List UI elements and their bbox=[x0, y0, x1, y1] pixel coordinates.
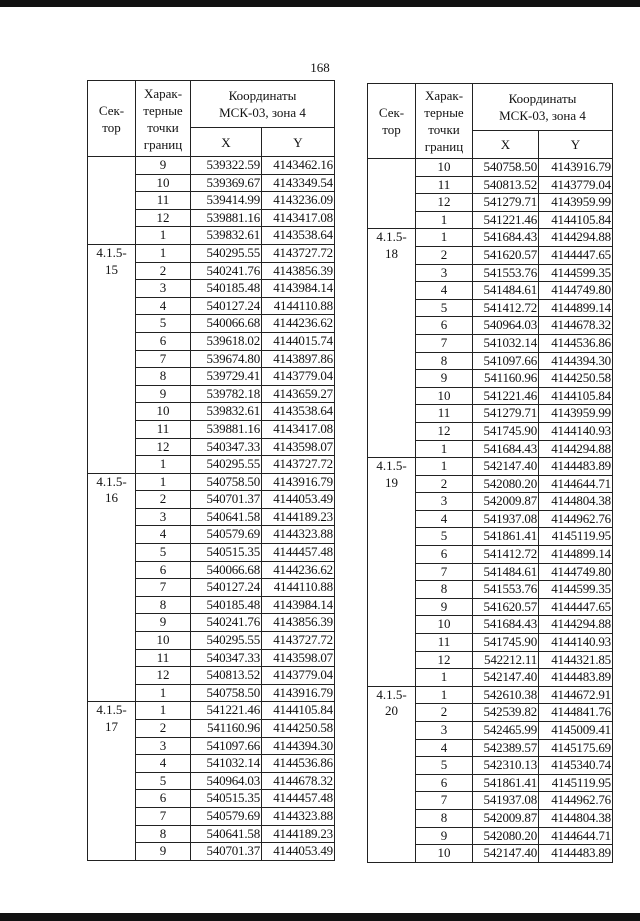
y-cell: 4143349.54 bbox=[262, 174, 335, 192]
y-cell: 4143462.16 bbox=[262, 157, 335, 175]
y-cell: 4144105.84 bbox=[539, 387, 613, 405]
point-cell: 5 bbox=[416, 299, 473, 317]
header-y: Y bbox=[539, 131, 613, 159]
y-cell: 4145340.74 bbox=[539, 757, 613, 775]
y-cell: 4144236.62 bbox=[262, 315, 335, 333]
point-cell: 11 bbox=[416, 176, 473, 194]
y-cell: 4144250.58 bbox=[539, 370, 613, 388]
table-row bbox=[368, 229, 613, 247]
point-cell: 6 bbox=[416, 546, 473, 564]
x-cell: 542539.82 bbox=[473, 704, 539, 722]
page-number: 168 bbox=[310, 60, 330, 75]
sector-cell: 4.1.5- 16 bbox=[88, 473, 136, 702]
x-cell: 540066.68 bbox=[191, 561, 262, 579]
point-cell: 12 bbox=[136, 209, 191, 227]
point-cell: 7 bbox=[136, 350, 191, 368]
point-cell: 1 bbox=[416, 458, 473, 476]
x-cell: 541684.43 bbox=[473, 440, 539, 458]
x-cell: 540347.33 bbox=[191, 438, 262, 456]
x-cell: 541279.71 bbox=[473, 405, 539, 423]
x-cell: 541160.96 bbox=[473, 370, 539, 388]
y-cell: 4144236.62 bbox=[262, 561, 335, 579]
x-cell: 540295.55 bbox=[191, 632, 262, 650]
point-cell: 12 bbox=[416, 194, 473, 212]
y-cell: 4144294.88 bbox=[539, 229, 613, 247]
point-cell: 4 bbox=[416, 282, 473, 300]
x-cell: 541553.76 bbox=[473, 581, 539, 599]
point-cell: 9 bbox=[136, 614, 191, 632]
x-cell: 541620.57 bbox=[473, 246, 539, 264]
x-cell: 542080.20 bbox=[473, 827, 539, 845]
point-cell: 2 bbox=[136, 262, 191, 280]
point-cell: 12 bbox=[416, 651, 473, 669]
point-cell: 2 bbox=[416, 475, 473, 493]
y-cell: 4144644.71 bbox=[539, 827, 613, 845]
x-cell: 540185.48 bbox=[191, 596, 262, 614]
y-cell: 4144841.76 bbox=[539, 704, 613, 722]
y-cell: 4145009.41 bbox=[539, 722, 613, 740]
y-cell: 4143916.79 bbox=[539, 159, 613, 177]
point-cell: 7 bbox=[416, 334, 473, 352]
y-cell: 4143959.99 bbox=[539, 405, 613, 423]
header-y: Y bbox=[262, 128, 335, 157]
x-cell: 541221.46 bbox=[191, 702, 262, 720]
y-cell: 4144323.88 bbox=[262, 526, 335, 544]
header-x: X bbox=[191, 128, 262, 157]
point-cell: 10 bbox=[416, 387, 473, 405]
point-cell: 8 bbox=[416, 809, 473, 827]
y-cell: 4143984.14 bbox=[262, 280, 335, 298]
y-cell: 4143417.08 bbox=[262, 209, 335, 227]
table-row bbox=[368, 686, 613, 704]
y-cell: 4143598.07 bbox=[262, 649, 335, 667]
y-cell: 4144323.88 bbox=[262, 807, 335, 825]
point-cell: 4 bbox=[416, 510, 473, 528]
x-cell: 541861.41 bbox=[473, 528, 539, 546]
y-cell: 4143856.39 bbox=[262, 262, 335, 280]
coordinates-table-right bbox=[367, 83, 613, 863]
point-cell: 1 bbox=[136, 702, 191, 720]
y-cell: 4144447.65 bbox=[539, 246, 613, 264]
point-cell: 8 bbox=[136, 825, 191, 843]
y-cell: 4144250.58 bbox=[262, 720, 335, 738]
header-points: Харак- терные точки границ bbox=[416, 84, 473, 159]
point-cell: 12 bbox=[416, 422, 473, 440]
x-cell: 542147.40 bbox=[473, 458, 539, 476]
y-cell: 4143236.09 bbox=[262, 192, 335, 210]
y-cell: 4144447.65 bbox=[539, 598, 613, 616]
x-cell: 540515.35 bbox=[191, 544, 262, 562]
point-cell: 11 bbox=[416, 634, 473, 652]
point-cell: 10 bbox=[136, 632, 191, 650]
sector-cell bbox=[88, 157, 136, 245]
point-cell: 7 bbox=[416, 792, 473, 810]
x-cell: 539322.59 bbox=[191, 157, 262, 175]
y-cell: 4144536.86 bbox=[262, 755, 335, 773]
y-cell: 4143856.39 bbox=[262, 614, 335, 632]
point-cell: 4 bbox=[136, 526, 191, 544]
x-cell: 540964.03 bbox=[473, 317, 539, 335]
x-cell: 542009.87 bbox=[473, 809, 539, 827]
y-cell: 4144394.30 bbox=[262, 737, 335, 755]
y-cell: 4144140.93 bbox=[539, 422, 613, 440]
x-cell: 542389.57 bbox=[473, 739, 539, 757]
x-cell: 541097.66 bbox=[473, 352, 539, 370]
x-cell: 539881.16 bbox=[191, 209, 262, 227]
y-cell: 4144321.85 bbox=[539, 651, 613, 669]
point-cell: 1 bbox=[136, 244, 191, 262]
x-cell: 541412.72 bbox=[473, 299, 539, 317]
point-cell: 9 bbox=[136, 843, 191, 861]
y-cell: 4143779.04 bbox=[262, 368, 335, 386]
table-row bbox=[88, 702, 335, 720]
sector-cell bbox=[368, 159, 416, 229]
x-cell: 539729.41 bbox=[191, 368, 262, 386]
sector-cell: 4.1.5- 18 bbox=[368, 229, 416, 458]
y-cell: 4144749.80 bbox=[539, 563, 613, 581]
y-cell: 4144672.91 bbox=[539, 686, 613, 704]
point-cell: 1 bbox=[416, 211, 473, 229]
point-cell: 5 bbox=[136, 315, 191, 333]
x-cell: 542147.40 bbox=[473, 669, 539, 687]
x-cell: 541937.08 bbox=[473, 792, 539, 810]
point-cell: 5 bbox=[136, 772, 191, 790]
point-cell: 3 bbox=[136, 508, 191, 526]
x-cell: 540701.37 bbox=[191, 843, 262, 861]
y-cell: 4143779.04 bbox=[262, 667, 335, 685]
y-cell: 4145119.95 bbox=[539, 774, 613, 792]
point-cell: 1 bbox=[136, 227, 191, 245]
x-cell: 541861.41 bbox=[473, 774, 539, 792]
point-cell: 7 bbox=[136, 579, 191, 597]
point-cell: 8 bbox=[416, 581, 473, 599]
point-cell: 3 bbox=[136, 280, 191, 298]
header-sector: Сек- тор bbox=[368, 84, 416, 159]
point-cell: 1 bbox=[416, 669, 473, 687]
point-cell: 10 bbox=[416, 159, 473, 177]
y-cell: 4143659.27 bbox=[262, 385, 335, 403]
x-cell: 540758.50 bbox=[473, 159, 539, 177]
point-cell: 5 bbox=[416, 528, 473, 546]
header-coords: Координаты МСК-03, зона 4 bbox=[191, 81, 335, 128]
coordinates-table-left bbox=[87, 80, 335, 861]
x-cell: 540758.50 bbox=[191, 473, 262, 491]
y-cell: 4144804.38 bbox=[539, 493, 613, 511]
x-cell: 541484.61 bbox=[473, 563, 539, 581]
y-cell: 4144899.14 bbox=[539, 546, 613, 564]
point-cell: 9 bbox=[136, 385, 191, 403]
table-row bbox=[368, 159, 613, 177]
y-cell: 4143538.64 bbox=[262, 403, 335, 421]
point-cell: 6 bbox=[416, 774, 473, 792]
x-cell: 540066.68 bbox=[191, 315, 262, 333]
x-cell: 540701.37 bbox=[191, 491, 262, 509]
x-cell: 540641.58 bbox=[191, 825, 262, 843]
point-cell: 4 bbox=[136, 755, 191, 773]
table-body-right bbox=[368, 159, 613, 863]
y-cell: 4144804.38 bbox=[539, 809, 613, 827]
y-cell: 4144644.71 bbox=[539, 475, 613, 493]
point-cell: 8 bbox=[416, 352, 473, 370]
x-cell: 539832.61 bbox=[191, 403, 262, 421]
y-cell: 4143727.72 bbox=[262, 456, 335, 474]
y-cell: 4144457.48 bbox=[262, 544, 335, 562]
point-cell: 9 bbox=[416, 827, 473, 845]
y-cell: 4143727.72 bbox=[262, 244, 335, 262]
point-cell: 4 bbox=[416, 739, 473, 757]
y-cell: 4144483.89 bbox=[539, 669, 613, 687]
x-cell: 541553.76 bbox=[473, 264, 539, 282]
x-cell: 541160.96 bbox=[191, 720, 262, 738]
x-cell: 540127.24 bbox=[191, 297, 262, 315]
point-cell: 12 bbox=[136, 438, 191, 456]
x-cell: 541620.57 bbox=[473, 598, 539, 616]
y-cell: 4144189.23 bbox=[262, 825, 335, 843]
point-cell: 3 bbox=[416, 264, 473, 282]
sector-cell: 4.1.5- 19 bbox=[368, 458, 416, 687]
y-cell: 4144678.32 bbox=[539, 317, 613, 335]
point-cell: 11 bbox=[136, 420, 191, 438]
y-cell: 4143598.07 bbox=[262, 438, 335, 456]
x-cell: 539369.67 bbox=[191, 174, 262, 192]
point-cell: 11 bbox=[136, 649, 191, 667]
point-cell: 2 bbox=[416, 246, 473, 264]
x-cell: 539618.02 bbox=[191, 332, 262, 350]
x-cell: 540241.76 bbox=[191, 262, 262, 280]
y-cell: 4144053.49 bbox=[262, 491, 335, 509]
y-cell: 4143959.99 bbox=[539, 194, 613, 212]
y-cell: 4144053.49 bbox=[262, 843, 335, 861]
point-cell: 6 bbox=[136, 790, 191, 808]
point-cell: 9 bbox=[136, 157, 191, 175]
header-sector: Сек- тор bbox=[88, 81, 136, 157]
y-cell: 4144962.76 bbox=[539, 510, 613, 528]
x-cell: 539414.99 bbox=[191, 192, 262, 210]
y-cell: 4144536.86 bbox=[539, 334, 613, 352]
x-cell: 541279.71 bbox=[473, 194, 539, 212]
y-cell: 4144110.88 bbox=[262, 297, 335, 315]
point-cell: 3 bbox=[416, 493, 473, 511]
x-cell: 539832.61 bbox=[191, 227, 262, 245]
sector-cell: 4.1.5- 20 bbox=[368, 686, 416, 862]
x-cell: 540758.50 bbox=[191, 684, 262, 702]
table-row bbox=[368, 458, 613, 476]
point-cell: 6 bbox=[136, 561, 191, 579]
point-cell: 11 bbox=[416, 405, 473, 423]
y-cell: 4145175.69 bbox=[539, 739, 613, 757]
y-cell: 4144962.76 bbox=[539, 792, 613, 810]
y-cell: 4143916.79 bbox=[262, 473, 335, 491]
x-cell: 540241.76 bbox=[191, 614, 262, 632]
y-cell: 4144749.80 bbox=[539, 282, 613, 300]
y-cell: 4144599.35 bbox=[539, 264, 613, 282]
scan-top-edge bbox=[0, 0, 640, 7]
y-cell: 4144394.30 bbox=[539, 352, 613, 370]
y-cell: 4144483.89 bbox=[539, 845, 613, 863]
point-cell: 2 bbox=[416, 704, 473, 722]
x-cell: 541745.90 bbox=[473, 422, 539, 440]
point-cell: 7 bbox=[416, 563, 473, 581]
x-cell: 542310.13 bbox=[473, 757, 539, 775]
x-cell: 540295.55 bbox=[191, 456, 262, 474]
table-body-left bbox=[88, 157, 335, 861]
point-cell: 8 bbox=[136, 368, 191, 386]
x-cell: 541221.46 bbox=[473, 387, 539, 405]
x-cell: 539782.18 bbox=[191, 385, 262, 403]
x-cell: 541684.43 bbox=[473, 229, 539, 247]
point-cell: 7 bbox=[136, 807, 191, 825]
y-cell: 4143779.04 bbox=[539, 176, 613, 194]
x-cell: 542610.38 bbox=[473, 686, 539, 704]
x-cell: 539674.80 bbox=[191, 350, 262, 368]
point-cell: 3 bbox=[136, 737, 191, 755]
y-cell: 4145119.95 bbox=[539, 528, 613, 546]
point-cell: 6 bbox=[136, 332, 191, 350]
x-cell: 540964.03 bbox=[191, 772, 262, 790]
y-cell: 4143538.64 bbox=[262, 227, 335, 245]
x-cell: 542080.20 bbox=[473, 475, 539, 493]
point-cell: 10 bbox=[136, 403, 191, 421]
x-cell: 542009.87 bbox=[473, 493, 539, 511]
point-cell: 9 bbox=[416, 370, 473, 388]
x-cell: 541684.43 bbox=[473, 616, 539, 634]
y-cell: 4144140.93 bbox=[539, 634, 613, 652]
point-cell: 5 bbox=[136, 544, 191, 562]
x-cell: 541412.72 bbox=[473, 546, 539, 564]
y-cell: 4144015.74 bbox=[262, 332, 335, 350]
sector-cell: 4.1.5- 17 bbox=[88, 702, 136, 860]
point-cell: 12 bbox=[136, 667, 191, 685]
point-cell: 3 bbox=[416, 722, 473, 740]
point-cell: 1 bbox=[136, 456, 191, 474]
point-cell: 1 bbox=[416, 440, 473, 458]
y-cell: 4144294.88 bbox=[539, 440, 613, 458]
y-cell: 4144105.84 bbox=[539, 211, 613, 229]
y-cell: 4143897.86 bbox=[262, 350, 335, 368]
x-cell: 541097.66 bbox=[191, 737, 262, 755]
y-cell: 4143916.79 bbox=[262, 684, 335, 702]
x-cell: 540515.35 bbox=[191, 790, 262, 808]
table-row bbox=[88, 157, 335, 175]
x-cell: 540813.52 bbox=[191, 667, 262, 685]
y-cell: 4144457.48 bbox=[262, 790, 335, 808]
y-cell: 4143417.08 bbox=[262, 420, 335, 438]
point-cell: 5 bbox=[416, 757, 473, 775]
x-cell: 540813.52 bbox=[473, 176, 539, 194]
x-cell: 541032.14 bbox=[473, 334, 539, 352]
x-cell: 540185.48 bbox=[191, 280, 262, 298]
header-coords: Координаты МСК-03, зона 4 bbox=[473, 84, 613, 131]
table-row bbox=[88, 244, 335, 262]
point-cell: 10 bbox=[416, 616, 473, 634]
point-cell: 11 bbox=[136, 192, 191, 210]
point-cell: 1 bbox=[136, 473, 191, 491]
point-cell: 10 bbox=[136, 174, 191, 192]
y-cell: 4144599.35 bbox=[539, 581, 613, 599]
x-cell: 540641.58 bbox=[191, 508, 262, 526]
y-cell: 4144899.14 bbox=[539, 299, 613, 317]
y-cell: 4144105.84 bbox=[262, 702, 335, 720]
y-cell: 4144678.32 bbox=[262, 772, 335, 790]
point-cell: 9 bbox=[416, 598, 473, 616]
table-row bbox=[88, 473, 335, 491]
sector-cell: 4.1.5- 15 bbox=[88, 244, 136, 473]
x-cell: 541745.90 bbox=[473, 634, 539, 652]
point-cell: 1 bbox=[416, 229, 473, 247]
x-cell: 542465.99 bbox=[473, 722, 539, 740]
x-cell: 542212.11 bbox=[473, 651, 539, 669]
y-cell: 4144294.88 bbox=[539, 616, 613, 634]
x-cell: 540295.55 bbox=[191, 244, 262, 262]
x-cell: 541484.61 bbox=[473, 282, 539, 300]
x-cell: 539881.16 bbox=[191, 420, 262, 438]
header-points: Харак- терные точки границ bbox=[136, 81, 191, 157]
y-cell: 4143727.72 bbox=[262, 632, 335, 650]
x-cell: 540579.69 bbox=[191, 807, 262, 825]
x-cell: 541937.08 bbox=[473, 510, 539, 528]
point-cell: 10 bbox=[416, 845, 473, 863]
point-cell: 2 bbox=[136, 491, 191, 509]
point-cell: 1 bbox=[416, 686, 473, 704]
y-cell: 4144110.88 bbox=[262, 579, 335, 597]
x-cell: 541221.46 bbox=[473, 211, 539, 229]
y-cell: 4144189.23 bbox=[262, 508, 335, 526]
y-cell: 4143984.14 bbox=[262, 596, 335, 614]
x-cell: 541032.14 bbox=[191, 755, 262, 773]
point-cell: 8 bbox=[136, 596, 191, 614]
x-cell: 542147.40 bbox=[473, 845, 539, 863]
point-cell: 6 bbox=[416, 317, 473, 335]
x-cell: 540127.24 bbox=[191, 579, 262, 597]
point-cell: 4 bbox=[136, 297, 191, 315]
point-cell: 1 bbox=[136, 684, 191, 702]
point-cell: 2 bbox=[136, 720, 191, 738]
header-x: X bbox=[473, 131, 539, 159]
x-cell: 540579.69 bbox=[191, 526, 262, 544]
x-cell: 540347.33 bbox=[191, 649, 262, 667]
y-cell: 4144483.89 bbox=[539, 458, 613, 476]
